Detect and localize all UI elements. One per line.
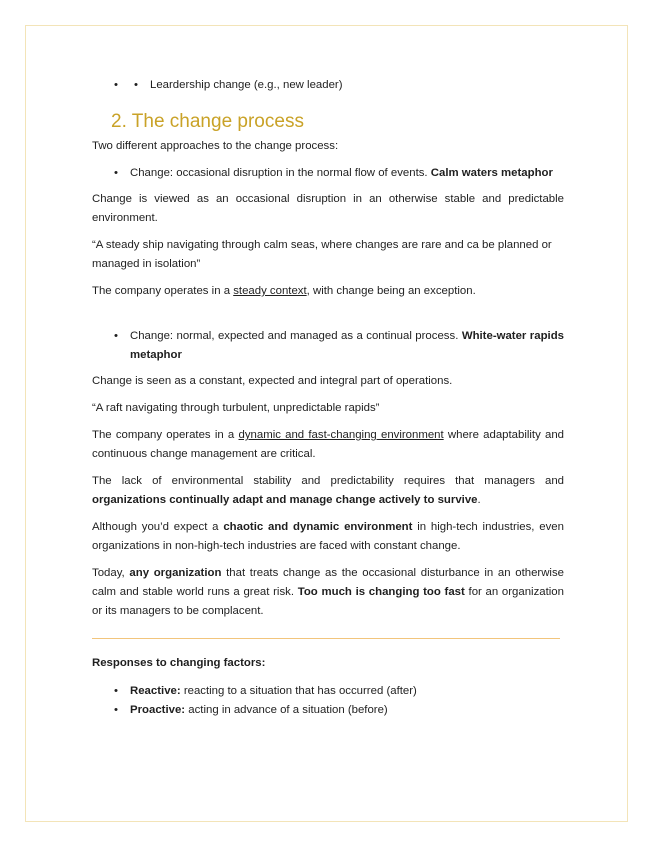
bullet-text: Leardership change (e.g., new leader) (150, 79, 343, 91)
text-span: for an organization or its managers to be complacent. (92, 586, 564, 617)
description: reacting to a situation that has occurred (after) (180, 685, 417, 697)
bold-text: Too much is changing too fast (297, 586, 465, 598)
bold-text: any organization (129, 567, 222, 579)
term: Reactive: (130, 685, 181, 697)
bullet-list-calm (92, 164, 564, 183)
paragraph (92, 426, 564, 464)
list-item: • • Leardership change (e.g., new leader) (92, 76, 564, 95)
text-span: The company operates in a (92, 285, 234, 297)
responses-heading (92, 654, 564, 673)
paragraph: Change is viewed as an occasional disruption in an otherwise stable and predictable environment. (92, 193, 564, 224)
text-span: Today, (92, 567, 130, 579)
term: Proactive: (130, 704, 186, 716)
paragraph (92, 282, 564, 301)
list-item (92, 682, 564, 701)
bold-text: organizations continually adapt and manage change actively to survive (92, 494, 478, 506)
list-item (92, 701, 564, 720)
bullet-list-white (92, 327, 564, 365)
description: acting in advance of a situation (before) (185, 704, 388, 716)
bullet-list-top (92, 76, 564, 95)
calm-bullet-bold: Calm waters metaphor (430, 167, 553, 179)
text-span: that treats change as the occasional disturbance in an otherwise calm and stable world runs a great risk. (92, 567, 564, 598)
text-span: where adaptability and continuous change management are critical. (92, 429, 564, 460)
section-heading: 2. The change process (111, 111, 304, 132)
white-bullet-text: Change: normal, expected and managed as a continual process. (130, 330, 462, 342)
text-span: The company operates in a (92, 429, 239, 441)
paragraph (92, 472, 564, 510)
text-span: . (477, 494, 481, 506)
paragraph: Change is seen as a constant, expected and integral part of operations. (92, 375, 453, 387)
underlined-text: steady context (233, 285, 307, 297)
page-content (92, 76, 564, 720)
list-item (92, 164, 564, 183)
white-bullet-bold: White-water rapids metaphor (130, 330, 564, 361)
calm-bullet-text: Change: occasional disruption in the normal flow of events. (130, 167, 431, 179)
underlined-text: dynamic and fast-changing environment (238, 429, 444, 441)
responses-list (92, 682, 564, 720)
text-span: , with change being an exception. (306, 285, 476, 297)
bold-text: Responses to changing factors: (92, 657, 266, 669)
bold-text: chaotic and dynamic environment (223, 521, 413, 533)
document-page (25, 25, 628, 822)
paragraph (92, 518, 564, 556)
paragraph (92, 564, 564, 621)
text-span: Although you’d expect a (92, 521, 224, 533)
quote: “A raft navigating through turbulent, unpredictable rapids” (92, 402, 380, 414)
divider (92, 638, 560, 639)
intro-text: Two different approaches to the change process: (92, 140, 339, 152)
text-span: in high-tech industries, even organizations in non-high-tech industries are faced with constant change. (92, 521, 564, 552)
text-span: The lack of environmental stability and predictability requires that managers and (92, 475, 564, 487)
list-item (92, 327, 564, 365)
quote: “A steady ship navigating through calm seas, where changes are rare and ca be planned or managed in isolation” (92, 239, 552, 270)
